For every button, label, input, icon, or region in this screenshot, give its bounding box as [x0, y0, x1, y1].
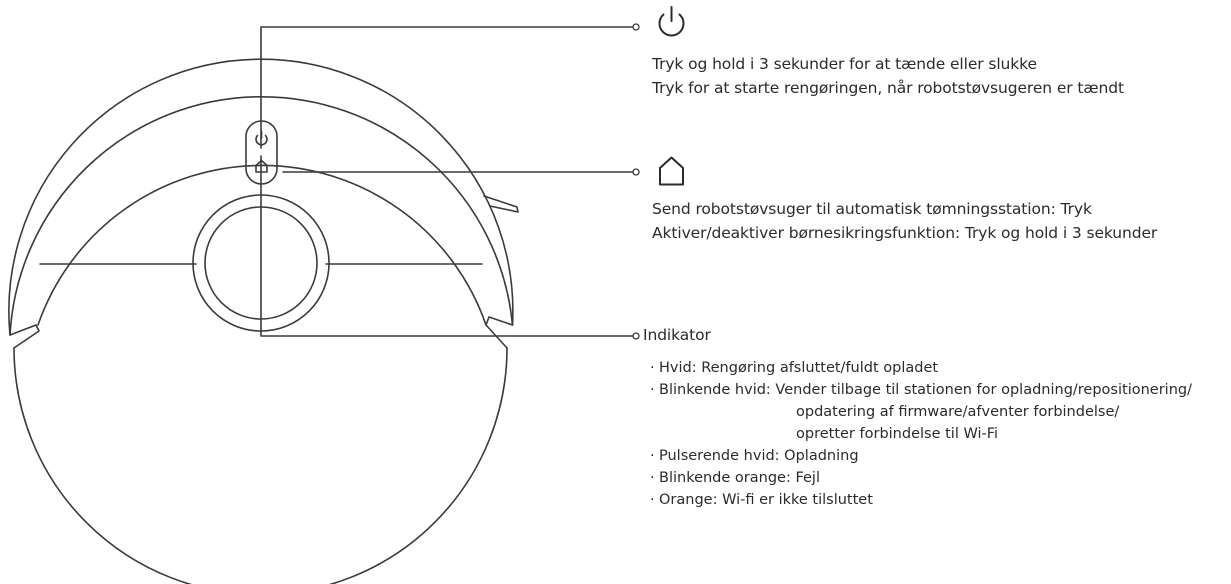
list-item	[650, 360, 938, 376]
bumper-notch-right	[486, 317, 513, 348]
robot-inner-shell-top	[38, 165, 486, 325]
list-item-continuation	[796, 404, 1119, 420]
list-item	[650, 492, 873, 508]
bullet: ·	[650, 382, 655, 398]
indicator-item-text: Blinkende orange: Fejl	[659, 470, 820, 486]
callout-line-power	[261, 27, 633, 148]
indicator-list	[650, 360, 1230, 530]
power-icon	[660, 7, 684, 35]
bullet: ·	[650, 448, 655, 464]
list-item	[650, 448, 859, 464]
callout-dot-home	[633, 169, 639, 175]
indicator-item-text: Hvid: Rengøring afsluttet/fuldt opladet	[659, 360, 939, 376]
home-description-line-1: Send robotstøvsuger til automatisk tømningsstation: Tryk	[652, 200, 1092, 218]
bullet: ·	[650, 470, 655, 486]
list-item-continuation	[796, 426, 998, 442]
bullet: ·	[650, 360, 655, 376]
callout-line-indicator	[261, 156, 633, 336]
power-description-line-2: Tryk for at starte rengøringen, når robotstøvsugeren er tændt	[652, 79, 1124, 97]
callout-dot-power	[633, 24, 639, 30]
home-description-line-2: Aktiver/deaktiver børnesikringsfunktion: Tryk og hold i 3 sekunder	[652, 224, 1158, 242]
bullet: ·	[650, 492, 655, 508]
indicator-item-text: Blinkende hvid: Vender tilbage til stationen for opladning/repositionering/	[659, 382, 1192, 398]
indicator-title: Indikator	[643, 326, 711, 344]
callout-dot-indicator	[633, 333, 639, 339]
home-icon	[660, 158, 683, 185]
power-description-line-1: Tryk og hold i 3 sekunder for at tænde eller slukke	[652, 55, 1037, 73]
list-item	[650, 470, 820, 486]
indicator-item-text: Pulserende hvid: Opladning	[659, 448, 859, 464]
robot-inner-shell	[14, 348, 507, 584]
indicator-item-text: opdatering af firmware/afventer forbindelse/	[796, 404, 1120, 420]
indicator-item-text: opretter forbindelse til Wi-Fi	[796, 426, 999, 442]
indicator-item-text: Orange: Wi-fi er ikke tilsluttet	[659, 492, 873, 508]
list-item	[650, 382, 1192, 398]
bumper-notch-left	[10, 325, 39, 348]
